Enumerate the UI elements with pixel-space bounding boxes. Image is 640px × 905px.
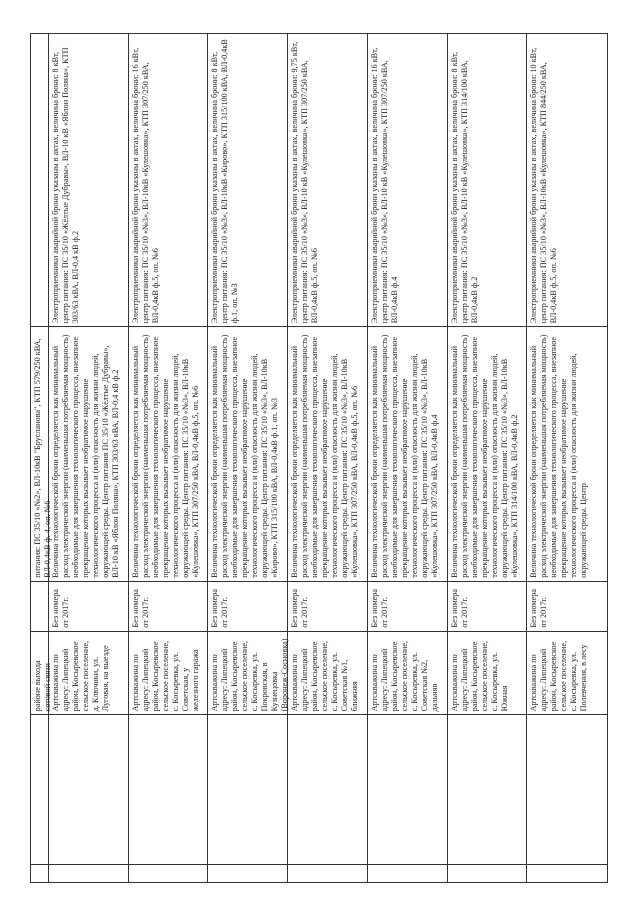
table-cell-technological: Величина технологической брони определяется как минимальный расход электрической энергии (наименьшая потребляемая мощность) необходимые для завершения технологического процесса, внезапное прекращение которых вызывает необратимое нарушение технологического процесса и (или) опасность для жизни людей, окружающей среды. Центр питания: ПС 35/10 «№3», ВЛ-10кВ «Кулешовка», КТП 314/100 кВА, ВЛ-0,4кВ ф.2 bbox=[448, 326, 527, 580]
table-cell-organization bbox=[527, 714, 607, 864]
table-cell-act: Без номера от 2017г. bbox=[129, 581, 208, 631]
table-cell-number bbox=[368, 864, 447, 882]
table-cell-act: Без номера от 2017г. bbox=[208, 581, 287, 631]
table-cell-organization bbox=[288, 714, 367, 864]
table-cell-object: Артскважина по адресу: Липецкий район, Косыревское сельское поселение, с. Косыревка, ул. Полевчения, в лесу bbox=[527, 631, 607, 715]
table-cell-object: Артскважина по адресу: Липецкий район, Косыревское сельское поселение, с. Косыревка, ул. Покровская, в Кузнецовка (Воронеж-Сосновка) bbox=[208, 631, 287, 715]
table-cell-organization bbox=[208, 714, 287, 864]
table-cell-emergency: Электроприемники аварийной брони указаны в актах, величина брони: 10 кВт, центр питания: ПС 35/10 «№3», ВЛ-10кВ «Кулешовка», КТП 844/250 кВА, ВЛ-0,4кВ ф.5, оп. №6 bbox=[529, 47, 559, 324]
table-cell-number bbox=[49, 864, 128, 882]
table-cell-technological: Величина технологической брони определяется как минимальный расход электрической энергии (наименьшая потребляемая мощность) необходимые для завершения технологического процесса, внезапное прекращение которых вызывает необратимое нарушение технологического процесса и (или) опасность для жизни людей, окружающей среды. Центр питания: ПС 35/10 «№3», ВЛ-10кВ «Кулешовка», КТП 307/250 кВА, ВЛ-0,4кВ ф.4 bbox=[368, 326, 447, 580]
table-cell-technological: Величина технологической брони определяется как минимальный расход электрической энергии (наименьшая потребляемая мощность) необходимые для завершения технологического процесса, внезапное прекращение которых вызывает необратимое нарушение технологического процесса и (или) опасность для жизни людей, окружающей среды. Центр питания: ПС 35/10 «№3», ВЛ-10кВ «Кулешовка», КТП 307/250 кВА, ВЛ-0,4кВ ф.5, оп. №6 bbox=[288, 326, 367, 580]
table-cell-number bbox=[129, 864, 208, 882]
table-cell-emergency: Электроприемники аварийной брони указаны в актах, величина брони: 16 кВт, центр питания: ПС 35/10 «№3», ВЛ-10кВ «Кулешовка», КТП 307/250 кВА, ВЛ-0,4кВ ф.5, оп. №6 bbox=[130, 47, 160, 324]
table-cell-technological: Величина технологической брони определяется как минимальный расход электрической энергии (наименьшая потребляемая мощность) необходимые для завершения технологического процесса, внезапное прекращение которых вызывает необратимое нарушение технологического процесса и (или) опасность для жизни людей, окружающей среды. Центр питания: ПС 35/10 «№3», ВЛ-10кВ «Кулешовка», КТП 307/250 кВА, ВЛ-0,4кВ ф.5, оп. №6 bbox=[129, 326, 208, 580]
table-cell-number bbox=[288, 864, 367, 882]
table-cell-object: Артскважина по адресу: Липецкий район, Косыревское сельское поселение, с. Косыревка, ул. Советская, у железного гаража bbox=[129, 631, 208, 715]
table-row bbox=[448, 34, 528, 882]
table-cell-technological: Величина технологической брони определяется как минимальный расход электрической энергии (наименьшая потребляемая мощность) необходимые для завершения технологического процесса, внезапное прекращение которых вызывает необратимое нарушение технологического процесса и (или) опасность для жизни людей, окружающей среды. Центр питания: ПС 35/10 «№3», ВЛ-10кВ «Кирово», КТП 315/100 кВА, ВЛ-0,4кВ ф.1, оп. №3 bbox=[208, 326, 287, 580]
table-cell-object: Артскважина по адресу: Липецкий район, Косыревское сельское поселение, д. Ключики, ул. Луговая, на выезде bbox=[49, 631, 128, 715]
table-cell-organization bbox=[31, 714, 48, 864]
table-cell-act bbox=[31, 581, 48, 631]
table-cell-emergency bbox=[31, 34, 48, 326]
table-cell-organization bbox=[49, 714, 128, 864]
table-cell-act: Без номера от 2017г. bbox=[448, 581, 527, 631]
table-cell-organization bbox=[129, 714, 208, 864]
table-cell-emergency: Электроприемники аварийной брони указаны в актах, величина брони: 8 кВт, центр питания: ПС 35/10 «Жёлтые Дубравы», ВЛ-10 кВ «Яблон Поляна», КТП 303/63 кВА, ВЛ-0,4 кВ ф.2 bbox=[51, 47, 80, 324]
table-cell-object: Артскважина по адресу: Липецкий район, Косыревское сельское поселение, с. Косыревка, ул. Советская №2, дальняя bbox=[368, 631, 447, 715]
table-cell-object: районе выхода сотовой связи bbox=[31, 631, 48, 715]
table-cell-act: Без номера от 2017г. bbox=[368, 581, 447, 631]
table-cell-act: Без номера от 2017г. bbox=[288, 581, 367, 631]
table-cell-object: Артскважина по адресу: Липецкий район, Косыревское сельское поселение, с. Косыревка, ул. Советская №1, ближняя bbox=[288, 631, 367, 715]
table-cell-organization bbox=[448, 714, 527, 864]
table-row bbox=[368, 34, 448, 882]
table-row bbox=[49, 34, 129, 882]
table-cell-emergency: Электроприемники аварийной брони указаны в актах, величина брони: 16 кВт, центр питания: ПС 35/10 «№3», ВЛ-10 кВ «Кулешовка», КТП 307/250 кВА, ВЛ-0,4кВ ф.4 bbox=[370, 47, 400, 324]
table-row bbox=[288, 34, 368, 882]
table-cell-act: Без номера от 2017г. bbox=[527, 581, 607, 631]
table-cell-emergency: Электроприемники аварийной брони указаны в актах, величина брони: 9,75 кВт, центр питания: ПС 35/10 «№3», ВЛ-10 кВ «Кулешовка», КТП 307/250 кВА, ВЛ-0,4кВ ф.5, оп. №6 bbox=[290, 41, 320, 324]
table-cell-object: Артскважина по адресу: Липецкий район, Косыревское сельское поселение, с. Косыревка, ул. Южная bbox=[448, 631, 527, 715]
table-cell-number bbox=[31, 864, 48, 882]
table-row bbox=[527, 34, 607, 882]
table-cell-act: Без номера от 2017г. bbox=[49, 581, 128, 631]
table-cell-number bbox=[448, 864, 527, 882]
table-cell-number bbox=[527, 864, 607, 882]
table-cell-number bbox=[208, 864, 287, 882]
reservation-table bbox=[30, 33, 608, 883]
table-cell-emergency: Электроприемники аварийной брони указаны в актах, величина брони: 8 кВт, центр питания: ПС 35/10 «№3», ВЛ-10 кВ «Кулешовка», КТП 314/100 кВА, ВЛ-0,4кВ ф.2 bbox=[449, 51, 479, 324]
table-row bbox=[208, 34, 288, 882]
table-row bbox=[31, 34, 52, 882]
table-cell-emergency: Электроприемники аварийной брони указаны в актах, величина брони: 8 кВт, центр питания: ПС 35/10 «№3», ВЛ-10кВ «Кирово», КТП 315/100 кВА, ВЛ-0,4кВ ф.1, оп. №3 bbox=[210, 39, 240, 324]
table-cell-technological: питания: ПС 35/10 «№2», ВЛ-10кВ "Брусланова", КТП 579/250 кВА, ВЛ-0,4кВ ф. 4, оп. №6 bbox=[31, 326, 48, 580]
table-cell-technological: Величина технологической брони определяется как минимальный расход электрической энергии (наименьшая потребляемая мощность) необходимые для завершения технологического процесса, внезапное прекращение которых вызывает необратимое нарушение технологического процесса и (или) опасность для жизни людей, окружающей среды. Центр bbox=[527, 326, 607, 580]
table-cell-technological: Величина технологической брони определяется как минимальный расход электрической энергии (наименьшая потребляемая мощность) необходимые для завершения технологического процесса, внезапное прекращение которых вызывает необратимое нарушение технологического процесса и (или) опасность для жизни людей, окружающей среды. Центр питания ПС 35/10 «Жёлтые Дубравы», ВЛ-10 кВ «Яблон Поляна», КТП 303/63 кВА, ВЛ-0,4 кВ ф.2 bbox=[49, 326, 128, 580]
table-cell-organization bbox=[368, 714, 447, 864]
table-row bbox=[129, 34, 209, 882]
